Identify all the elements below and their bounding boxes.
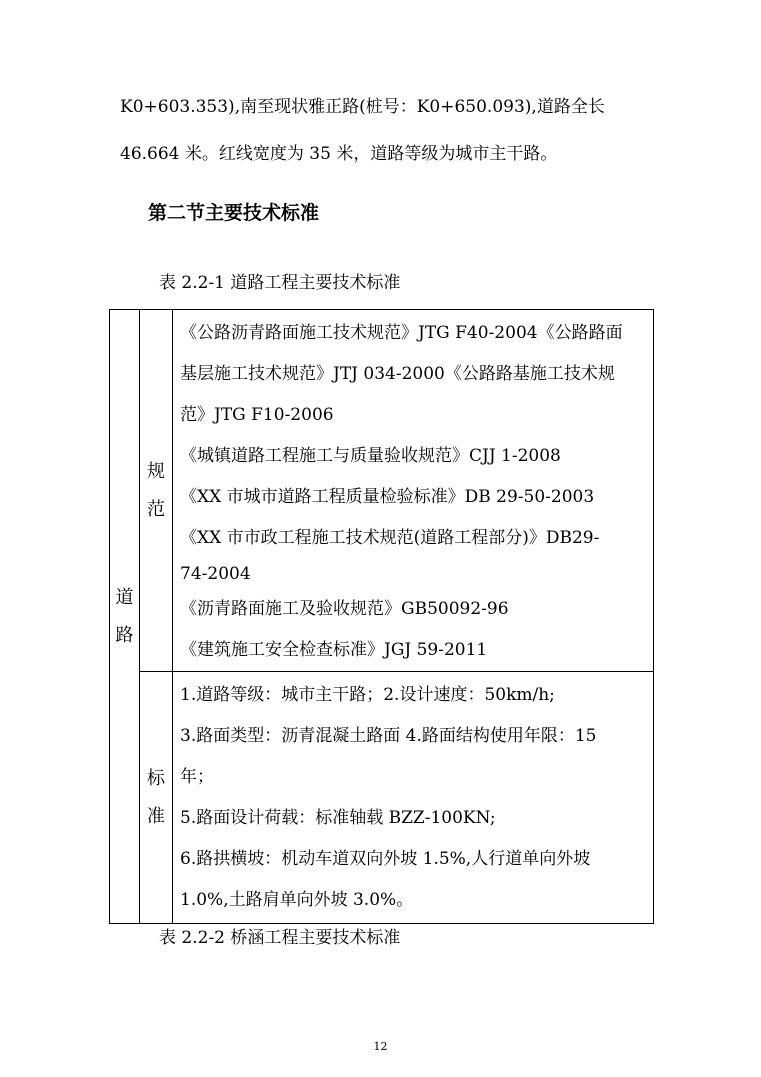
spec-line: 《城镇道路工程施工与质量验收规范》CJJ 1-2008	[180, 446, 561, 466]
paragraph-line-2: 46.664 米。红线宽度为 35 米，道路等级为城市主干路。	[120, 144, 558, 164]
subcategory-cell-standard	[140, 672, 173, 924]
table-row-specifications	[110, 310, 654, 672]
spec-line: 《建筑施工安全检查标准》JGJ 59-2011	[180, 640, 488, 660]
spec-content-cell	[173, 310, 654, 672]
category-cell-road	[110, 310, 140, 924]
page-number: 12	[373, 1040, 388, 1053]
standard-line: 5.路面设计荷载：标准轴载 BZZ-100KN;	[180, 808, 496, 828]
category-label: 道 路	[115, 586, 134, 646]
subcategory-cell-spec	[140, 310, 173, 672]
standard-line: 6.路拱横坡：机动车道双向外坡 1.5%,人行道单向外坡	[180, 849, 591, 869]
standard-line: 1.0%,土路肩单向外坡 3.0%。	[180, 890, 414, 910]
spec-line: 《公路沥青路面施工技术规范》JTG F40-2004《公路路面	[180, 323, 623, 343]
spec-line: 《XX 市市政工程施工技术规范(道路工程部分)》DB29-	[180, 528, 600, 548]
standard-line: 年；	[180, 767, 214, 787]
spec-line: 《沥青路面施工及验收规范》GB50092-96	[180, 599, 509, 619]
subcategory-label-spec: 规 范	[147, 460, 165, 520]
spec-line: 74-2004	[180, 564, 251, 584]
standard-line: 1.道路等级：城市主干路；2.设计速度：50km/h;	[180, 685, 555, 705]
spec-line: 范》JTG F10-2006	[180, 405, 334, 425]
standard-content-cell	[173, 672, 654, 924]
subcategory-label-standard: 标 准	[147, 767, 165, 827]
paragraph-line-1: K0+603.353),南至现状雅正路(桩号：K0+650.093),道路全长	[120, 97, 605, 117]
table-row-standards	[110, 672, 654, 924]
spec-line: 《XX 市城市道路工程质量检验标准》DB 29-50-2003	[180, 487, 595, 507]
table-caption-2-2-2: 表 2.2-2 桥涵工程主要技术标准	[159, 928, 401, 948]
section-title: 第二节主要技术标准	[148, 202, 320, 224]
spec-line: 基层施工技术规范》JTJ 034-2000《公路路基施工技术规	[180, 364, 615, 384]
table-caption-2-2-1: 表 2.2-1 道路工程主要技术标准	[159, 273, 401, 293]
road-standards-table	[109, 309, 654, 924]
standard-line: 3.路面类型：沥青混凝土路面 4.路面结构使用年限：15	[180, 726, 597, 746]
